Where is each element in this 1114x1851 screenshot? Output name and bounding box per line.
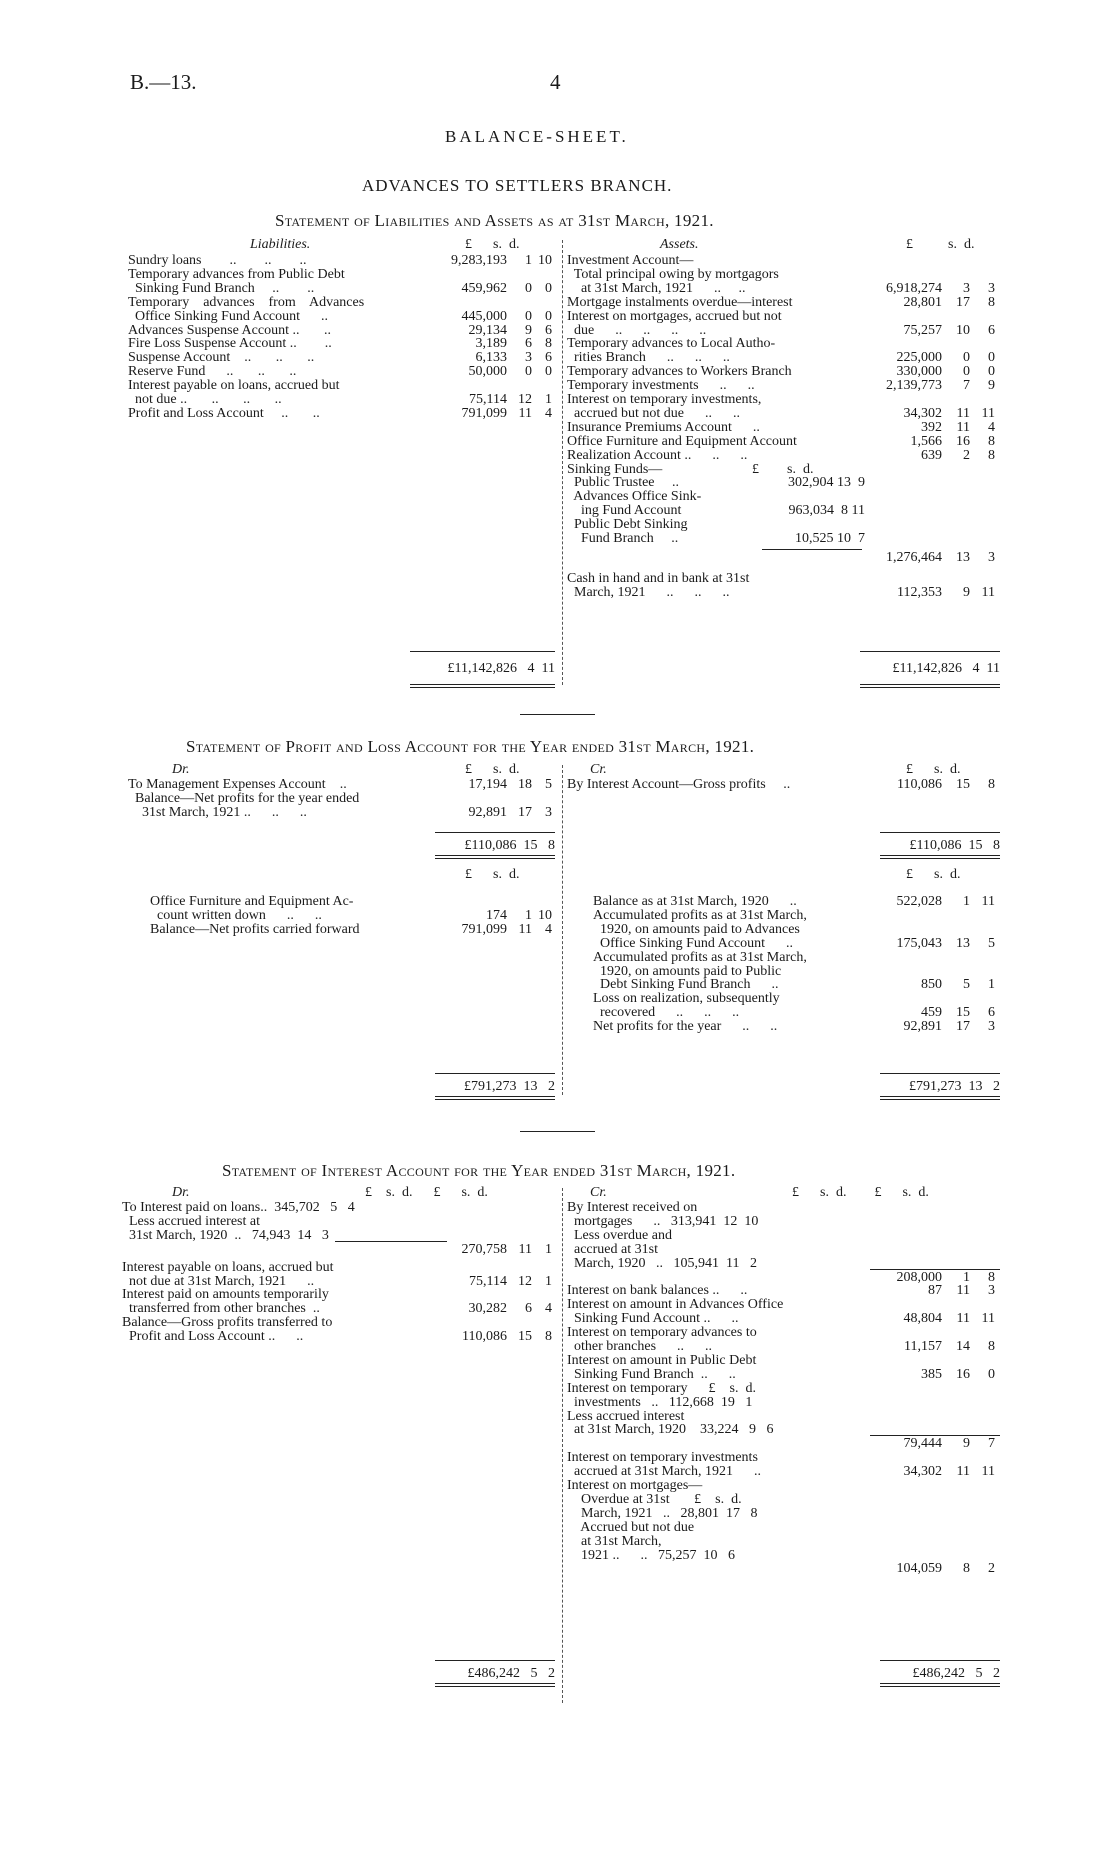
- ia-credit-row-pounds: 11,157: [904, 1339, 942, 1354]
- column-divider: [562, 765, 563, 1095]
- ia-credit-row-label: Accrued but not due: [567, 1519, 695, 1535]
- bs-liability-row-pounds: 50,000: [468, 364, 507, 380]
- bs-liability-row-shillings: 1: [525, 253, 532, 268]
- pl-debit-total: £791,273 13 2: [464, 1079, 555, 1094]
- ia-debit-row-label: Profit and Loss Account .. ..: [122, 1329, 304, 1345]
- bs-asset-row-shillings: 11: [956, 405, 970, 421]
- bs-asset-row-label: Temporary investments .. ..: [567, 378, 755, 394]
- bs-sinking-funds-label: Sinking Funds—: [567, 461, 663, 477]
- ia-credit-row-label: accrued at 31st March, 1921 ..: [567, 1464, 761, 1480]
- bs-liability-row-label: Profit and Loss Account .. ..: [128, 405, 320, 421]
- ia-debit-row-label: Balance—Gross profits transferred to: [122, 1315, 333, 1331]
- pl-debit-row-pence: 3: [545, 804, 552, 820]
- ia-credit-row-pence: 2: [988, 1561, 995, 1577]
- pl-debit-row-2-label: Balance—Net profits carried forward: [150, 921, 360, 937]
- ia-credit-row-shillings: 11: [956, 1311, 970, 1327]
- ia-credit-heading: Cr.: [590, 1185, 607, 1200]
- rule-line: [880, 1683, 1000, 1684]
- pl-credit-row-2-label: Office Sinking Fund Account ..: [593, 935, 794, 951]
- ia-credit-row-label: at 31st March,: [567, 1533, 662, 1549]
- ia-credit-row-label: at 31st March, 1920 33,224 9 6: [567, 1422, 774, 1438]
- rule-line: [435, 1686, 555, 1687]
- document-reference: B.—13.: [130, 70, 197, 94]
- bs-liability-row-shillings: 12: [518, 392, 532, 407]
- ia-credit-row-label: Interest on amount in Public Debt: [567, 1352, 757, 1368]
- bs-liability-row-shillings: 0: [525, 364, 532, 380]
- rule-line: [880, 858, 1000, 859]
- pl-credit-row-2-label: 1920, on amounts paid to Public: [593, 963, 782, 979]
- rule-line: [880, 1073, 1000, 1074]
- pl-left-currency-header-2: £ s. d.: [465, 867, 520, 882]
- bs-liability-row-pounds: 75,114: [469, 392, 507, 407]
- ia-credit-row-pounds: 87: [928, 1283, 942, 1299]
- bs-liability-row-pounds: 459,962: [461, 280, 507, 296]
- bs-asset-row-label: Office Furniture and Equipment Account: [567, 433, 797, 449]
- pl-debit-subtotal: £110,086 15 8: [464, 838, 555, 853]
- pl-credit-row-label: By Interest Account—Gross profits ..: [567, 777, 791, 792]
- bs-asset-row-pence: 0: [988, 364, 995, 380]
- bs-asset-row-label: Interest on temporary investments,: [567, 392, 762, 407]
- pl-credit-row-2-label: recovered .. .. ..: [593, 1005, 740, 1021]
- bs-liability-row-pounds: 791,099: [461, 405, 507, 421]
- pl-credit-row-2-pounds: 522,028: [896, 894, 942, 909]
- ia-credit-row-pence: 11: [981, 1311, 995, 1327]
- section-separator: [520, 1131, 595, 1132]
- pl-right-currency-header: £ s. d.: [906, 762, 961, 777]
- ia-debit-row-pence: 1: [545, 1241, 552, 1257]
- ia-credit-row-pounds: 48,804: [903, 1311, 942, 1327]
- bs-title: Statement of Liabilities and Assets as at 31st March, 1921.: [275, 211, 714, 230]
- bs-asset-row-label: Total principal owing by mortgagors: [567, 266, 779, 282]
- bs-liability-row-label: Interest payable on loans, accrued but: [128, 378, 340, 394]
- pl-credit-row-2-pounds: 92,891: [903, 1019, 942, 1035]
- ia-credit-row-label: mortgages .. 313,941 12 10: [567, 1213, 759, 1229]
- ia-credit-row-pence: 11: [981, 1464, 995, 1480]
- bs-asset-row-shillings: 7: [963, 378, 970, 394]
- ia-credit-row-pence: 7: [988, 1436, 995, 1452]
- pl-credit-row-2-label: Balance as at 31st March, 1920 ..: [593, 894, 797, 909]
- bs-asset-row-pence: 8: [988, 433, 995, 449]
- bs-asset-row-pence: 8: [988, 447, 995, 463]
- ia-credit-row-label: Sinking Fund Account .. ..: [567, 1311, 739, 1327]
- bs-asset-row-label: Temporary advances to Workers Branch: [567, 364, 792, 380]
- ia-debit-row-pence: 8: [545, 1329, 552, 1345]
- bs-liability-row-pence: 8: [545, 336, 552, 352]
- bs-asset-row-label: rities Branch .. .. ..: [567, 350, 730, 366]
- bs-liability-row-label: not due .. .. .. ..: [128, 392, 282, 407]
- pl-debit-row-pounds: 17,194: [468, 777, 507, 792]
- pl-debit-row-2-label: Office Furniture and Equipment Ac-: [150, 894, 354, 909]
- pl-debit-row-label: Balance—Net profits for the year ended: [128, 790, 360, 806]
- ia-credit-row-label: Interest on mortgages—: [567, 1478, 703, 1493]
- bs-cash-row-pounds: 112,353: [897, 584, 942, 600]
- ia-credit-row-label: By Interest received on: [567, 1200, 698, 1215]
- ia-credit-row-pounds: 34,302: [903, 1464, 942, 1480]
- bs-sinking-fund-label: Public Debt Sinking: [567, 517, 688, 533]
- bs-sinking-total-pounds: 1,276,464: [886, 549, 942, 565]
- pl-credit-row-2-label: 1920, on amounts paid to Advances: [593, 921, 800, 937]
- ia-credit-row-label: Interest on temporary investments: [567, 1450, 758, 1466]
- pl-right-currency-header-2: £ s. d.: [906, 867, 961, 882]
- ia-credit-row-label: March, 1921 .. 28,801 17 8: [567, 1505, 758, 1521]
- pl-credit-row-2-pence: 11: [981, 894, 995, 909]
- bs-liability-row-pounds: 445,000: [461, 308, 507, 324]
- bs-asset-row-label: Temporary advances to Local Autho-: [567, 336, 776, 352]
- bs-liabilities-heading: Liabilities.: [250, 237, 311, 252]
- pl-debit-row-2-shillings: 11: [518, 921, 532, 937]
- ia-credit-row-label: Sinking Fund Branch .. ..: [567, 1366, 736, 1382]
- document-title: BALANCE-SHEET.: [445, 127, 629, 146]
- bs-asset-row-pounds: 28,801: [903, 294, 942, 310]
- pl-credit-row-2-shillings: 17: [956, 1019, 970, 1035]
- ia-credit-row-shillings: 11: [956, 1283, 970, 1299]
- bs-liability-row-pence: 1: [545, 392, 552, 407]
- bs-asset-row-pounds: 1,566: [910, 433, 942, 449]
- bs-cash-label: Cash in hand and in bank at 31st: [567, 570, 750, 586]
- pl-credit-row-2-label: Loss on realization, subsequently: [593, 991, 780, 1007]
- page-number: 4: [550, 70, 561, 94]
- bs-asset-row-label: accrued but not due .. ..: [567, 405, 741, 421]
- bs-asset-row-label: Realization Account .. .. ..: [567, 447, 748, 463]
- bs-liability-row-pounds: 9,283,193: [451, 253, 507, 268]
- bs-asset-row-pounds: 392: [921, 419, 942, 435]
- bs-asset-row-label: Interest on mortgages, accrued but not: [567, 308, 782, 324]
- ia-credit-row-label: other branches .. ..: [567, 1339, 713, 1354]
- pl-debit-row-shillings: 17: [518, 804, 532, 820]
- rule-line: [335, 1241, 447, 1242]
- bs-sinking-fund-amount: 963,034 8 11: [788, 503, 865, 519]
- bs-liabilities-total: £11,142,826 4 11: [447, 661, 555, 676]
- bs-liability-row-pence: 4: [545, 405, 552, 421]
- ia-debit-heading: Dr.: [172, 1185, 190, 1200]
- bs-asset-row-shillings: 10: [956, 322, 970, 338]
- ia-credit-row-pence: 8: [988, 1269, 995, 1285]
- ia-credit-row-shillings: 9: [963, 1436, 970, 1452]
- ia-left-currency-header: £ s. d. £ s. d.: [365, 1185, 488, 1200]
- column-divider: [562, 1188, 563, 1703]
- rule-line: [435, 858, 555, 859]
- bs-liability-row-label: Sinking Fund Branch .. ..: [128, 280, 315, 296]
- bs-liability-row-shillings: 3: [525, 350, 532, 366]
- bs-sinking-total-pence: 3: [988, 549, 995, 565]
- bs-asset-row-shillings: 11: [956, 419, 970, 435]
- ia-debit-row-label: Interest paid on amounts temporarily: [122, 1287, 329, 1303]
- bs-liability-row-label: Suspense Account .. .. ..: [128, 350, 315, 366]
- ia-debit-row-shillings: 12: [518, 1273, 532, 1289]
- bs-asset-row-label: due .. .. .. ..: [567, 322, 707, 338]
- pl-credit-subtotal: £110,086 15 8: [909, 838, 1000, 853]
- pl-credit-row-2-shillings: 15: [956, 1005, 970, 1021]
- ia-credit-row-pounds: 79,444: [903, 1436, 942, 1452]
- bs-liability-row-shillings: 6: [525, 336, 532, 352]
- ia-credit-row-label: Interest on temporary advances to: [567, 1325, 757, 1341]
- bs-asset-row-shillings: 0: [963, 364, 970, 380]
- pl-credit-row-shillings: 15: [956, 777, 970, 792]
- bs-liability-row-label: Sundry loans .. .. ..: [128, 253, 307, 268]
- rule-line: [435, 832, 555, 833]
- ia-debit-row-label: Less accrued interest at: [122, 1213, 260, 1229]
- rule-line: [860, 684, 1000, 685]
- ia-debit-row-label: not due at 31st March, 1921 ..: [122, 1273, 315, 1289]
- bs-liability-row-pence: 10: [538, 253, 552, 268]
- pl-debit-row-pounds: 92,891: [468, 804, 507, 820]
- ia-debit-row-pounds: 270,758: [461, 1241, 507, 1257]
- bs-liability-row-label: Temporary advances from Public Debt: [128, 266, 345, 282]
- branch-title: ADVANCES TO SETTLERS BRANCH.: [362, 176, 673, 195]
- rule-line: [880, 1660, 1000, 1661]
- bs-liability-row-pence: 0: [545, 308, 552, 324]
- pl-debit-row-pence: 5: [545, 777, 552, 792]
- bs-left-currency-header: £ s. d.: [465, 237, 520, 252]
- bs-asset-row-pounds: 225,000: [896, 350, 942, 366]
- ia-debit-row-pounds: 110,086: [462, 1329, 507, 1345]
- pl-credit-row-2-label: Debt Sinking Fund Branch ..: [593, 977, 779, 993]
- rule-line: [410, 687, 555, 688]
- pl-credit-total: £791,273 13 2: [909, 1079, 1000, 1094]
- rule-line: [410, 651, 555, 652]
- bs-liability-row-pence: 0: [545, 364, 552, 380]
- ia-debit-row-pounds: 75,114: [469, 1273, 507, 1289]
- ia-debit-row-shillings: 11: [518, 1241, 532, 1257]
- ia-debit-row-pounds: 30,282: [468, 1301, 507, 1317]
- bs-asset-row-shillings: 3: [963, 280, 970, 296]
- bs-liability-row-pence: 6: [545, 350, 552, 366]
- ia-credit-row-pounds: 385: [921, 1366, 942, 1382]
- bs-asset-row-pence: 11: [981, 405, 995, 421]
- pl-debit-row-2-pounds: 174: [486, 907, 507, 923]
- ia-debit-row-label: Interest payable on loans, accrued but: [122, 1259, 334, 1275]
- ia-title: Statement of Interest Account for the Year ended 31st March, 1921.: [222, 1161, 736, 1180]
- pl-credit-row-2-label: Net profits for the year .. ..: [593, 1019, 778, 1035]
- rule-line: [880, 1099, 1000, 1100]
- ia-credit-row-pence: 8: [988, 1339, 995, 1354]
- pl-debit-row-label: 31st March, 1921 .. .. ..: [128, 804, 307, 820]
- bs-asset-row-shillings: 17: [956, 294, 970, 310]
- pl-credit-row-2-shillings: 13: [956, 935, 970, 951]
- ia-credit-row-pence: 0: [988, 1366, 995, 1382]
- bs-sinking-total-shillings: 13: [956, 549, 970, 565]
- bs-asset-row-label: Investment Account—: [567, 253, 694, 268]
- rule-line: [762, 549, 862, 550]
- rule-line: [880, 832, 1000, 833]
- bs-liability-row-shillings: 11: [518, 405, 532, 421]
- pl-credit-row-2-pence: 5: [988, 935, 995, 951]
- ia-debit-row-label: 31st March, 1920 .. 74,943 14 3: [122, 1227, 329, 1243]
- rule-line: [880, 855, 1000, 856]
- pl-credit-row-2-shillings: 1: [963, 894, 970, 909]
- ia-debit-row-pence: 1: [545, 1273, 552, 1289]
- rule-line: [860, 651, 1000, 652]
- ia-credit-row-label: Less accrued interest: [567, 1408, 685, 1424]
- pl-left-currency-header: £ s. d.: [465, 762, 520, 777]
- pl-debit-heading: Dr.: [172, 762, 190, 777]
- pl-credit-row-2-pence: 1: [988, 977, 995, 993]
- section-separator: [520, 714, 595, 715]
- bs-liability-row-pence: 6: [545, 322, 552, 338]
- pl-debit-row-2-pence: 4: [545, 921, 552, 937]
- bs-sinking-fund-amount: 302,904 13 9: [788, 475, 865, 491]
- bs-asset-row-pence: 4: [988, 419, 995, 435]
- ia-debit-row-shillings: 6: [525, 1301, 532, 1317]
- bs-asset-row-pounds: 639: [921, 447, 942, 463]
- pl-credit-row-2-pounds: 459: [921, 1005, 942, 1021]
- bs-right-currency-header: £ s. d.: [906, 237, 975, 252]
- bs-sinking-fund-label: ing Fund Account: [567, 503, 682, 519]
- bs-asset-row-pence: 8: [988, 294, 995, 310]
- rule-line: [435, 1683, 555, 1684]
- bs-asset-row-shillings: 0: [963, 350, 970, 366]
- bs-asset-row-label: Mortgage instalments overdue—interest: [567, 294, 793, 310]
- bs-asset-row-pence: 9: [988, 378, 995, 394]
- bs-asset-row-pence: 3: [988, 280, 995, 296]
- bs-asset-row-label: Insurance Premiums Account ..: [567, 419, 760, 435]
- bs-sinking-fund-label: Fund Branch ..: [567, 531, 679, 546]
- bs-sinking-currency-header: £ s. d.: [752, 461, 814, 477]
- pl-debit-row-2-pence: 10: [538, 907, 552, 923]
- bs-liability-row-pence: 0: [545, 280, 552, 296]
- pl-debit-row-2-pounds: 791,099: [461, 921, 507, 937]
- bs-sinking-fund-label: Advances Office Sink-: [567, 489, 702, 505]
- ia-credit-row-label: accrued at 31st: [567, 1241, 658, 1257]
- ia-credit-row-label: 1921 .. .. 75,257 10 6: [567, 1547, 735, 1563]
- bs-cash-row-shillings: 9: [963, 584, 970, 600]
- ia-debit-row-pence: 4: [545, 1301, 552, 1317]
- pl-credit-heading: Cr.: [590, 762, 607, 777]
- rule-line: [435, 855, 555, 856]
- ia-credit-total: £486,242 5 2: [912, 1666, 1000, 1681]
- ia-debit-row-label: To Interest paid on loans.. 345,702 5 4: [122, 1200, 355, 1215]
- column-divider: [562, 240, 563, 685]
- bs-cash-row-label: March, 1921 .. .. ..: [567, 584, 730, 600]
- pl-debit-row-label: To Management Expenses Account ..: [128, 777, 347, 792]
- ia-credit-row-label: investments .. 112,668 19 1: [567, 1394, 753, 1410]
- ia-right-currency-header: £ s. d. £ s. d.: [792, 1185, 929, 1200]
- bs-asset-row-shillings: 16: [956, 433, 970, 449]
- bs-liability-row-shillings: 9: [525, 322, 532, 338]
- pl-credit-row-2-pounds: 850: [921, 977, 942, 993]
- rule-line: [435, 1073, 555, 1074]
- pl-title: Statement of Profit and Loss Account for the Year ended 31st March, 1921.: [186, 737, 755, 756]
- pl-credit-row-2-pence: 3: [988, 1019, 995, 1035]
- bs-asset-row-pounds: 6,918,274: [886, 280, 942, 296]
- rule-line: [410, 684, 555, 685]
- pl-debit-row-2-shillings: 1: [525, 907, 532, 923]
- pl-debit-row-shillings: 18: [518, 777, 532, 792]
- rule-line: [435, 1660, 555, 1661]
- bs-asset-row-pence: 0: [988, 350, 995, 366]
- pl-credit-row-2-shillings: 5: [963, 977, 970, 993]
- pl-credit-row-2-pence: 6: [988, 1005, 995, 1021]
- ia-debit-row-shillings: 15: [518, 1329, 532, 1345]
- bs-cash-row-pence: 11: [981, 584, 995, 600]
- bs-asset-row-pence: 6: [988, 322, 995, 338]
- ia-credit-row-shillings: 14: [956, 1339, 970, 1354]
- rule-line: [435, 1099, 555, 1100]
- ia-credit-row-shillings: 11: [956, 1464, 970, 1480]
- rule-line: [880, 1096, 1000, 1097]
- bs-sinking-fund-label: Public Trustee ..: [567, 475, 680, 491]
- bs-asset-row-pounds: 330,000: [896, 364, 942, 380]
- ia-credit-row-pence: 3: [988, 1283, 995, 1299]
- ia-debit-total: £486,242 5 2: [467, 1666, 555, 1681]
- pl-credit-row-pence: 8: [988, 777, 995, 792]
- bs-sinking-fund-amount: 10,525 10 7: [795, 531, 865, 546]
- pl-credit-row-2-label: Accumulated profits as at 31st March,: [593, 907, 807, 923]
- ia-credit-row-pounds: 104,059: [896, 1561, 942, 1577]
- bs-liability-row-label: Reserve Fund .. .. ..: [128, 364, 297, 380]
- bs-assets-total: £11,142,826 4 11: [892, 661, 1000, 676]
- rule-line: [860, 687, 1000, 688]
- pl-credit-row-pounds: 110,086: [897, 777, 942, 792]
- ia-credit-row-pounds: 208,000: [896, 1269, 942, 1285]
- bs-asset-row-pounds: 2,139,773: [886, 378, 942, 394]
- bs-asset-row-shillings: 2: [963, 447, 970, 463]
- ia-credit-row-label: Less overdue and: [567, 1227, 672, 1243]
- bs-liability-row-label: Temporary advances from Advances: [128, 294, 365, 310]
- pl-debit-row-2-label: count written down .. ..: [150, 907, 322, 923]
- ia-credit-row-label: March, 1920 .. 105,941 11 2: [567, 1255, 758, 1271]
- bs-assets-heading: Assets.: [660, 237, 699, 252]
- ia-credit-row-label: Interest on bank balances .. ..: [567, 1283, 748, 1299]
- ia-credit-row-label: Interest on amount in Advances Office: [567, 1297, 784, 1313]
- bs-liability-row-pounds: 29,134: [468, 322, 507, 338]
- bs-liability-row-shillings: 0: [525, 308, 532, 324]
- bs-liability-row-pounds: 6,133: [475, 350, 507, 366]
- ia-credit-row-shillings: 1: [963, 1269, 970, 1285]
- bs-liability-row-shillings: 0: [525, 280, 532, 296]
- bs-liability-row-label: Office Sinking Fund Account ..: [128, 308, 329, 324]
- pl-credit-row-2-pounds: 175,043: [896, 935, 942, 951]
- ia-credit-row-label: Interest on temporary £ s. d.: [567, 1380, 756, 1396]
- rule-line: [880, 1686, 1000, 1687]
- ia-credit-row-shillings: 16: [956, 1366, 970, 1382]
- pl-credit-row-2-label: Accumulated profits as at 31st March,: [593, 949, 807, 965]
- bs-liability-row-label: Fire Loss Suspense Account .. ..: [128, 336, 332, 352]
- bs-liability-row-label: Advances Suspense Account .. ..: [128, 322, 331, 338]
- bs-asset-row-pounds: 75,257: [903, 322, 942, 338]
- bs-asset-row-label: at 31st March, 1921 .. ..: [567, 280, 746, 296]
- bs-asset-row-pounds: 34,302: [903, 405, 942, 421]
- rule-line: [435, 1096, 555, 1097]
- bs-liability-row-pounds: 3,189: [475, 336, 507, 352]
- ia-credit-row-shillings: 8: [963, 1561, 970, 1577]
- ia-debit-row-label: transferred from other branches ..: [122, 1301, 320, 1317]
- ia-credit-row-label: Overdue at 31st £ s. d.: [567, 1491, 742, 1507]
